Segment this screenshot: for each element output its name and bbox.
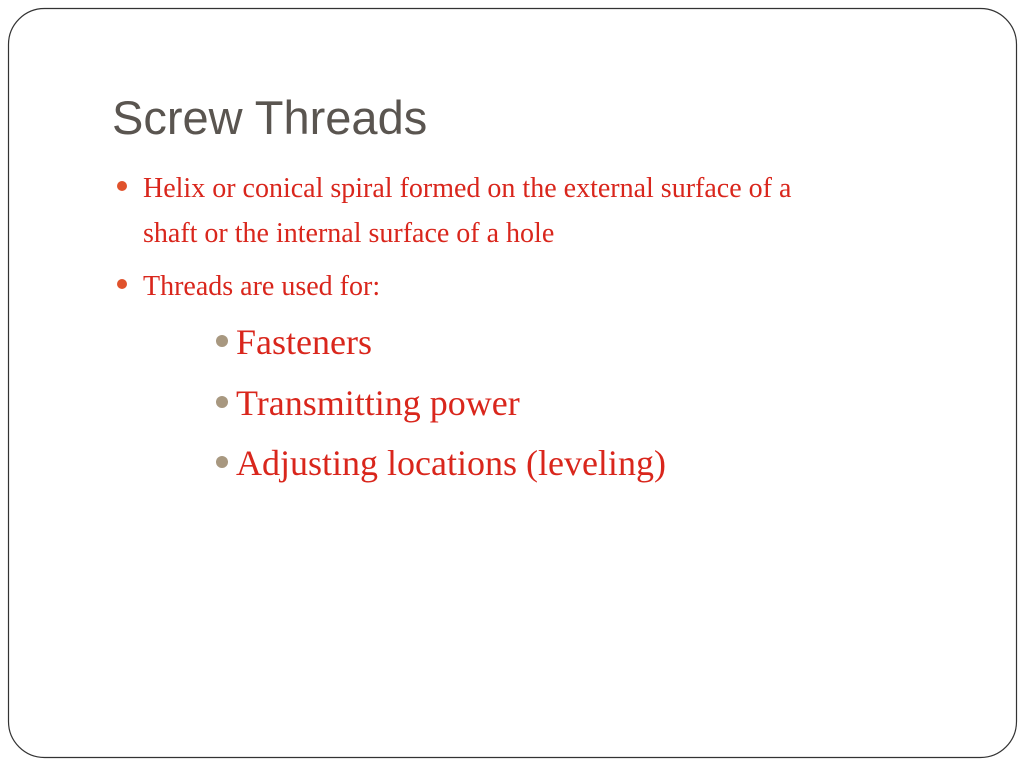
bullet-text-line: Threads are used for: xyxy=(143,271,381,302)
sub-bullet-dot xyxy=(216,335,228,347)
bullet-dot xyxy=(117,279,127,289)
bullet-dot xyxy=(117,181,127,191)
sub-bullet-text: Adjusting locations (leveling) xyxy=(236,443,666,483)
sub-bullet-text: Transmitting power xyxy=(236,383,520,423)
sub-bullet-dot xyxy=(216,456,228,468)
bullet-text-line: shaft or the internal surface of a hole xyxy=(143,218,555,249)
sub-bullet-text: Fasteners xyxy=(236,322,372,362)
bullet-text-line: Helix or conical spiral formed on the external surface of a xyxy=(143,173,792,204)
sub-bullet-dot xyxy=(216,396,228,408)
slide-title: Screw Threads xyxy=(112,91,428,144)
